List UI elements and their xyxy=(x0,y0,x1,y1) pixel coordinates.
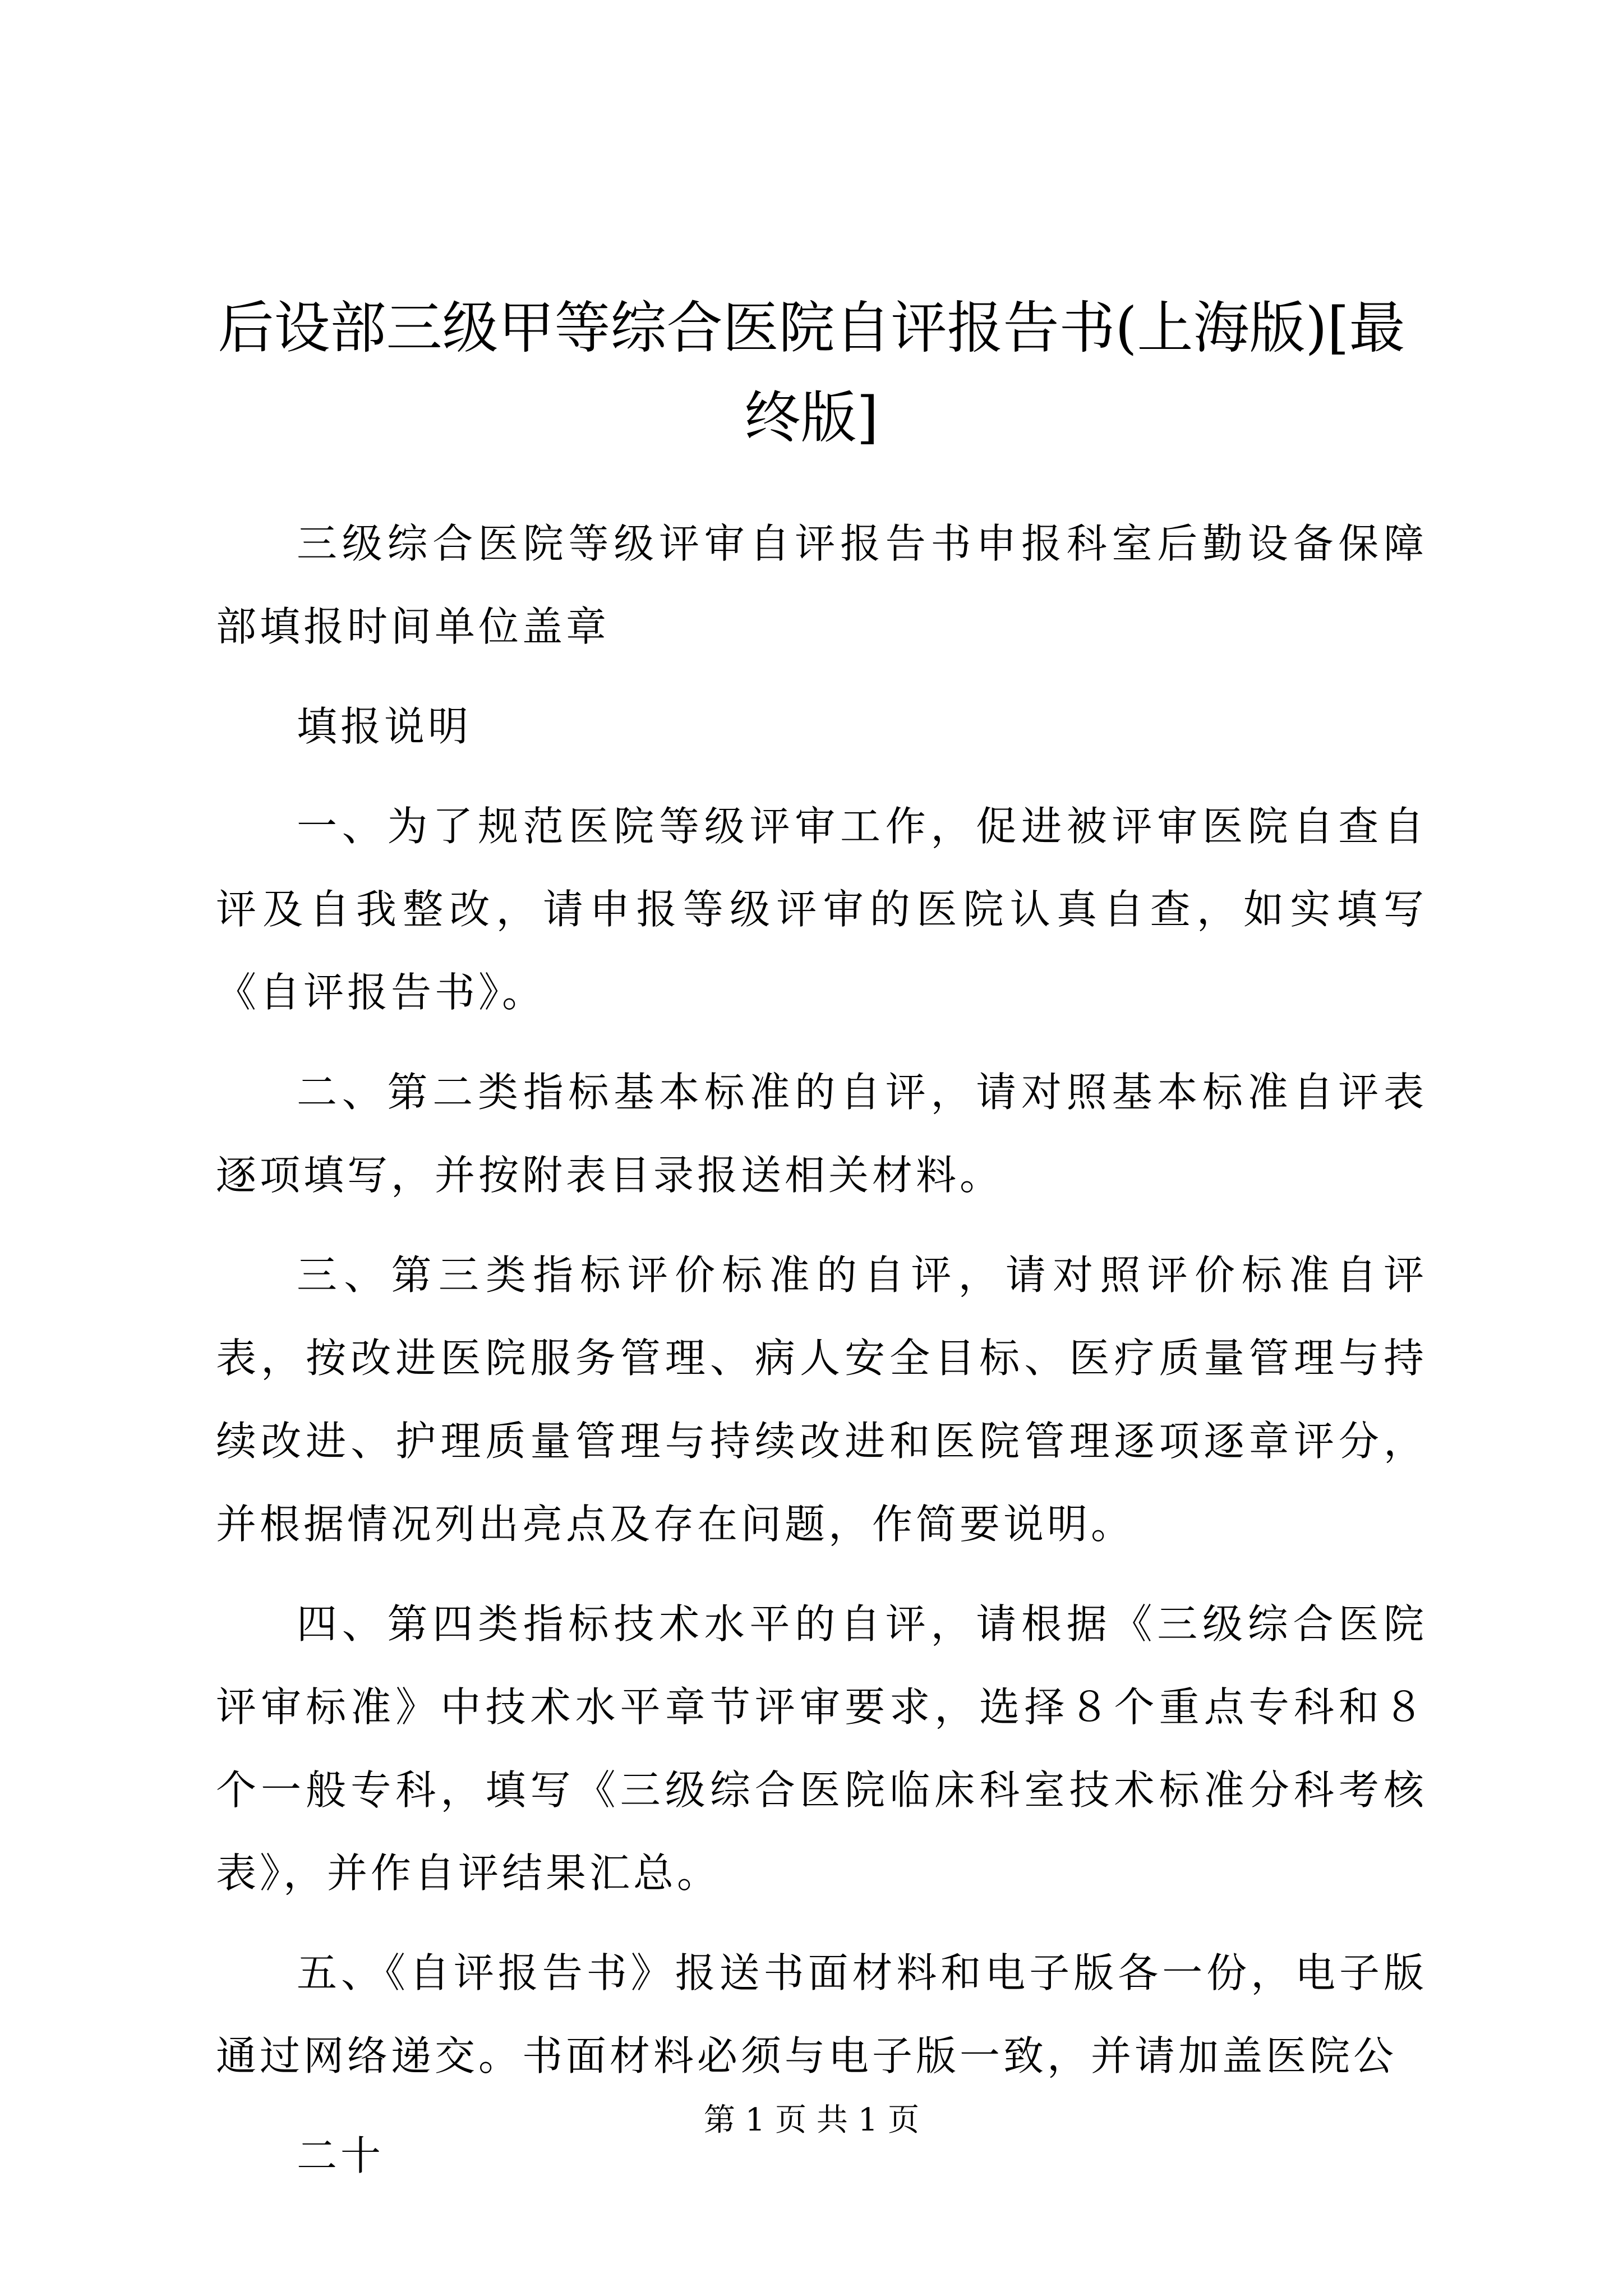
paragraph-fragment: 二十 xyxy=(297,2132,385,2179)
paragraph-item-3: 三、第三类指标评价标准的自评，请对照评价标准自评表，按改进医院服务管理、病人安全目标、医疗质量管理与持续改进、护理质量管理与持续改进和医院管理逐项逐章评分，并根据情况列出亮点及存在问题，作简要说明。 xyxy=(216,1251,1427,1548)
paragraph-item-2: 二、第二类指标基本标准的自评，请对照基本标准自评表逐项填写，并按附表目录报送相关材料。 xyxy=(216,1069,1427,1199)
document-title: 后设部三级甲等综合医院自评报告书(上海版)[最终版] xyxy=(218,295,1405,450)
paragraph-instructions-heading: 填报说明 xyxy=(297,703,472,750)
paragraph-item-4: 四、第四类指标技术水平的自评，请根据《三级综合医院评审标准》中技术水平章节评审要求，选择８个重点专科和８个一般专科，填写《三级综合医院临床科室技术标准分科考核表》，并作自评结果汇总。 xyxy=(216,1600,1427,1897)
page-footer: 第 1 页 共 1 页 xyxy=(703,2102,920,2138)
paragraph-header-info: 三级综合医院等级评审自评报告书申报科室后勤设备保障部填报时间单位盖章 xyxy=(216,520,1427,650)
document-body xyxy=(216,502,1427,2214)
paragraph-item-5: 五、《自评报告书》报送书面材料和电子版各一份，电子版通过网络递交。书面材料必须与电子版一致，并请加盖医院公 xyxy=(216,1949,1427,2079)
paragraph-item-1: 一、为了规范医院等级评审工作，促进被评审医院自查自评及自我整改，请申报等级评审的医院认真自查，如实填写《自评报告书》。 xyxy=(216,803,1427,1016)
